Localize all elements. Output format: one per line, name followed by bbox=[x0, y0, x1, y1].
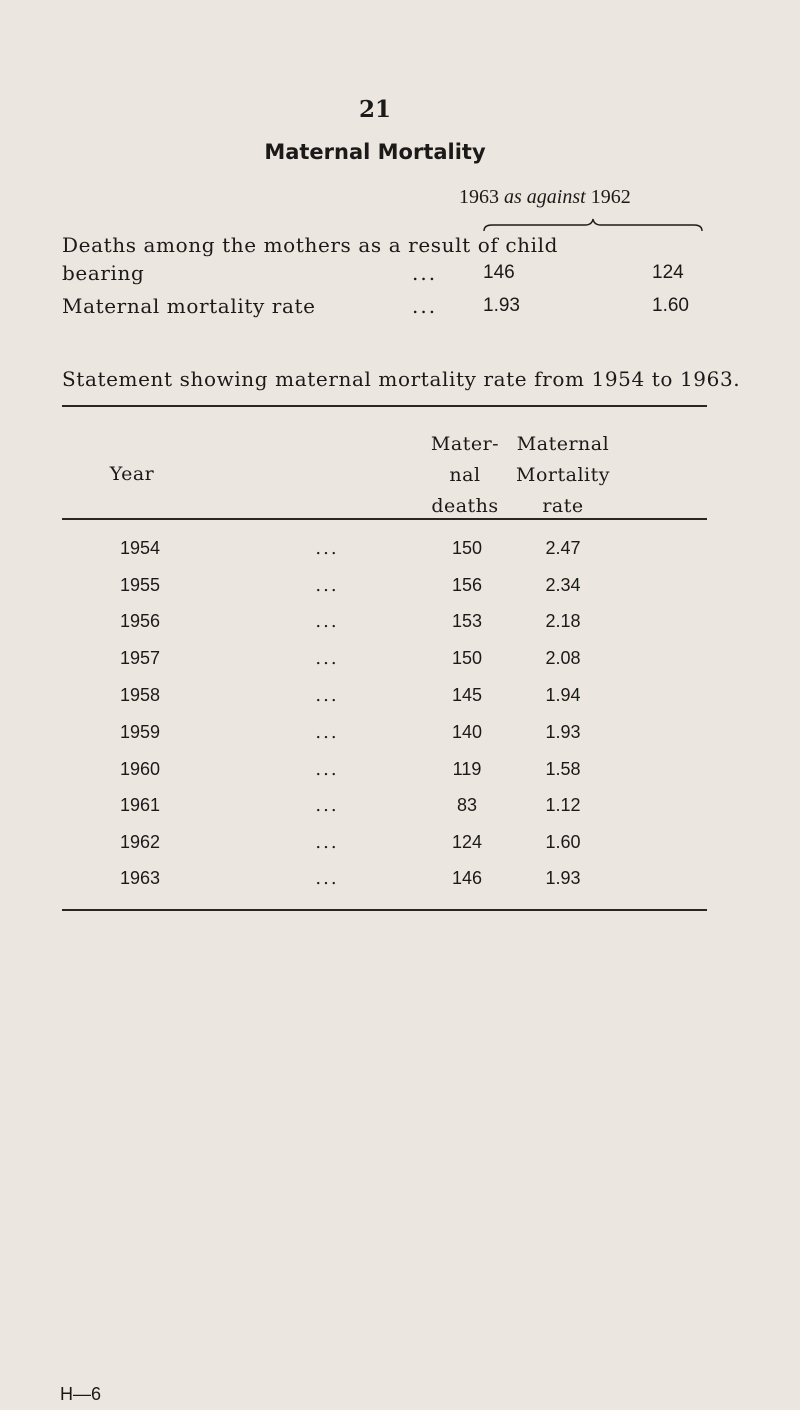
table-row bbox=[0, 685, 800, 719]
table-row bbox=[0, 832, 800, 866]
comparison-value-1963: 1.93 bbox=[483, 295, 520, 316]
comparison-as-against: as against bbox=[504, 186, 586, 208]
table-row bbox=[0, 795, 800, 829]
rate-cell: 1.94 bbox=[545, 685, 581, 705]
year-cell: 1954 bbox=[119, 538, 161, 558]
year-cell: 1963 bbox=[119, 868, 161, 888]
table-header-deaths-line3: deaths bbox=[431, 495, 499, 517]
year-cell: 1958 bbox=[119, 685, 161, 705]
deaths-cell: 145 bbox=[451, 685, 483, 705]
table-top-rule bbox=[62, 405, 707, 407]
table-header-rate-line3: rate bbox=[542, 495, 584, 517]
comparison-label-rate: Maternal mortality rate bbox=[62, 294, 316, 318]
leader-dots: ... bbox=[412, 261, 438, 285]
page-footer-mark: H—6 bbox=[60, 1384, 102, 1404]
leader-dots: ... bbox=[315, 611, 339, 632]
deaths-cell: 153 bbox=[451, 611, 483, 631]
table-row bbox=[0, 575, 800, 609]
statement-caption: Statement showing maternal mortality rate from 1954 to 1963. bbox=[62, 367, 741, 391]
brace-icon bbox=[482, 218, 704, 232]
deaths-cell: 156 bbox=[451, 575, 483, 595]
rate-cell: 1.58 bbox=[545, 759, 581, 779]
table-row bbox=[0, 648, 800, 682]
year-cell: 1959 bbox=[119, 722, 161, 742]
comparison-value-1963: 146 bbox=[483, 262, 515, 283]
rate-cell: 1.60 bbox=[545, 832, 581, 852]
rate-cell: 2.18 bbox=[545, 611, 581, 631]
year-cell: 1961 bbox=[119, 795, 161, 815]
comparison-label-deaths-line2: bearing bbox=[62, 261, 145, 285]
rate-cell: 1.12 bbox=[545, 795, 581, 815]
page-number: 21 bbox=[358, 96, 391, 123]
deaths-cell: 124 bbox=[451, 832, 483, 852]
table-header-year: Year bbox=[109, 463, 155, 485]
table-header-deaths-line2: nal bbox=[449, 464, 481, 486]
year-cell: 1957 bbox=[119, 648, 161, 668]
comparison-value-1962: 1.60 bbox=[652, 295, 689, 316]
year-cell: 1955 bbox=[119, 575, 161, 595]
rate-cell: 2.08 bbox=[545, 648, 581, 668]
deaths-cell: 150 bbox=[451, 538, 483, 558]
table-row bbox=[0, 538, 800, 572]
table-row bbox=[0, 611, 800, 645]
leader-dots: ... bbox=[315, 795, 339, 816]
table-header-rate-line1: Maternal bbox=[516, 433, 610, 455]
leader-dots: ... bbox=[315, 868, 339, 889]
comparison-label-deaths-line1: Deaths among the mothers as a result of child bbox=[62, 233, 558, 257]
rate-cell: 2.47 bbox=[545, 538, 581, 558]
table-row bbox=[0, 722, 800, 756]
comparison-value-1962: 124 bbox=[652, 262, 684, 283]
rate-cell: 1.93 bbox=[545, 868, 581, 888]
table-header-rate-line2: Mortality bbox=[516, 464, 610, 486]
table-header-rate bbox=[498, 429, 628, 522]
table-header-deaths-line1: Mater- bbox=[430, 433, 500, 455]
rate-cell: 1.93 bbox=[545, 722, 581, 742]
leader-dots: ... bbox=[315, 832, 339, 853]
page-title: Maternal Mortality bbox=[264, 140, 486, 164]
year-cell: 1960 bbox=[119, 759, 161, 779]
leader-dots: ... bbox=[315, 575, 339, 596]
deaths-cell: 150 bbox=[451, 648, 483, 668]
leader-dots: ... bbox=[315, 685, 339, 706]
deaths-cell: 140 bbox=[451, 722, 483, 742]
table-bottom-rule bbox=[62, 909, 707, 911]
leader-dots: ... bbox=[412, 294, 438, 318]
table-row bbox=[0, 759, 800, 793]
deaths-cell: 146 bbox=[451, 868, 483, 888]
leader-dots: ... bbox=[315, 538, 339, 559]
deaths-cell: 83 bbox=[456, 795, 478, 815]
year-cell: 1956 bbox=[119, 611, 161, 631]
deaths-cell: 119 bbox=[452, 759, 482, 779]
comparison-year-current: 1963 bbox=[459, 186, 499, 208]
rate-cell: 2.34 bbox=[545, 575, 581, 595]
year-cell: 1962 bbox=[119, 832, 161, 852]
table-row bbox=[0, 868, 800, 902]
comparison-year-previous: 1962 bbox=[590, 186, 631, 208]
leader-dots: ... bbox=[315, 648, 339, 669]
comparison-header bbox=[459, 186, 631, 209]
leader-dots: ... bbox=[315, 759, 339, 780]
leader-dots: ... bbox=[315, 722, 339, 743]
table-header-rule bbox=[62, 518, 707, 520]
